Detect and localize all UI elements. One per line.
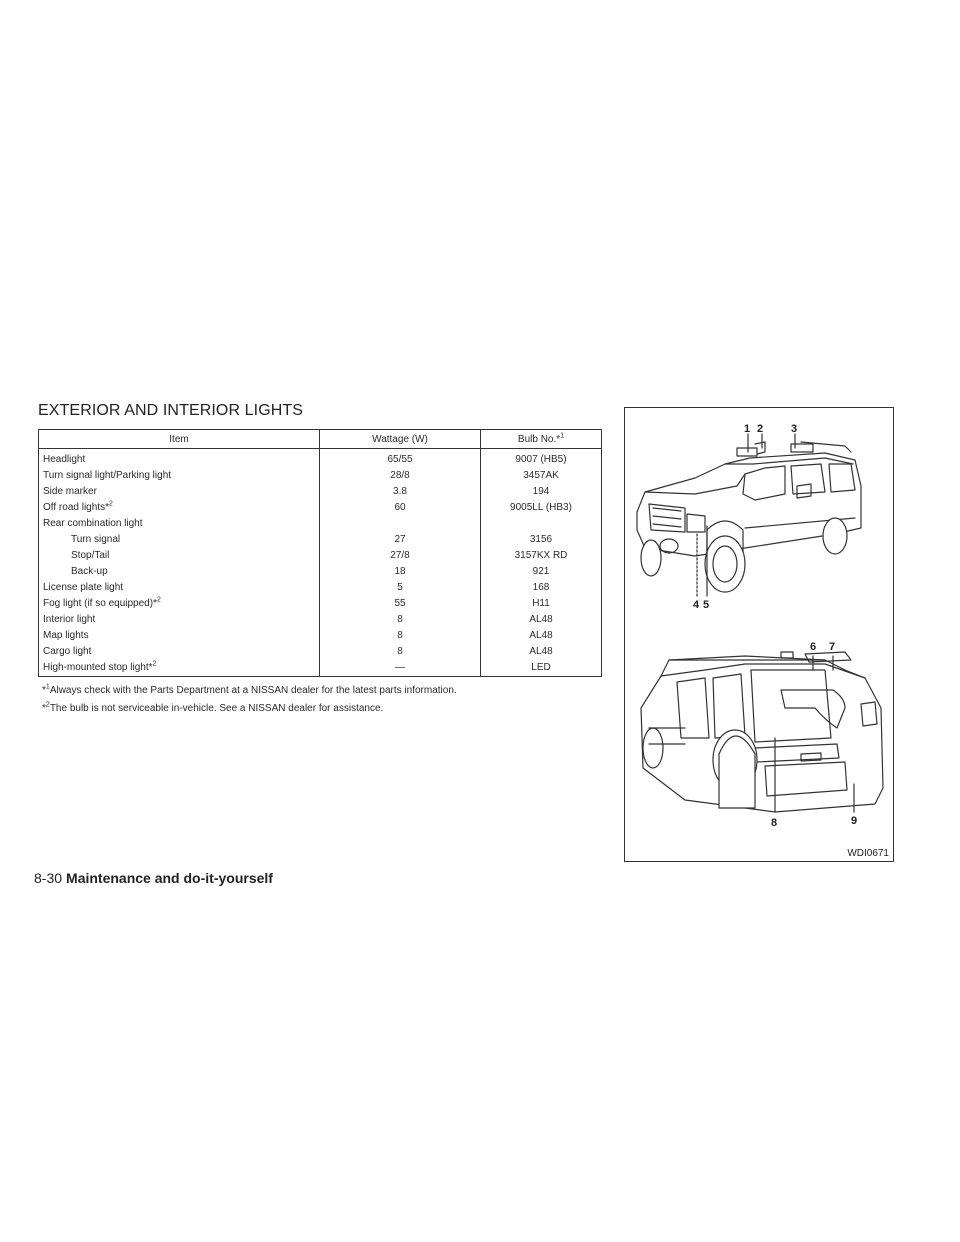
table-row [39, 548, 601, 564]
chapter-title: Maintenance and do-it-yourself [66, 870, 273, 886]
cell-wattage: 18 [320, 564, 481, 580]
rear-callout-leaders [775, 656, 854, 812]
bulb-spec-table [38, 429, 602, 677]
cell-item: Headlight [39, 449, 320, 469]
table-row [39, 532, 601, 548]
cell-bulb: 194 [532, 486, 550, 497]
page-footer [34, 870, 273, 886]
cell-item: Turn signal light/Parking light [39, 468, 320, 484]
section-title: EXTERIOR AND INTERIOR LIGHTS [38, 402, 304, 419]
cell-wattage: 8 [320, 628, 481, 644]
cell-wattage: 55 [320, 596, 481, 612]
callout-3: 3 [791, 423, 798, 435]
page-number: 8-30 [34, 870, 63, 886]
table-row [39, 612, 601, 628]
vehicle-illustration [625, 408, 895, 863]
cell-item: Cargo light [39, 644, 320, 660]
table-header-row [39, 430, 601, 449]
cell-bulb: 3156 [529, 534, 553, 545]
cell-item: Stop/Tail [39, 548, 320, 564]
table-row [39, 564, 601, 580]
callout-5: 5 [703, 599, 710, 611]
front-vehicle-drawing [637, 442, 861, 592]
table-row [39, 484, 601, 500]
cell-item: Back-up [39, 564, 320, 580]
cell-item: Map lights [39, 628, 320, 644]
cell-wattage: — [320, 660, 481, 676]
footnote-1: *$^1$Always check with the Parts Department at a NISSAN dealer for the latest parts information. [42, 683, 457, 696]
header-bulb: Bulb No.*$^1$ [481, 430, 602, 449]
rear-vehicle-drawing [641, 652, 883, 812]
cell-item: Rear combination light [39, 516, 320, 532]
callout-7: 7 [829, 641, 836, 653]
cell-wattage: 60 [320, 500, 481, 516]
cell-bulb [481, 516, 602, 532]
table-row [39, 449, 601, 469]
callout-4: 4 [693, 599, 700, 611]
table-row [39, 468, 601, 484]
cell-wattage: 8 [320, 612, 481, 628]
cell-wattage: 27/8 [320, 548, 481, 564]
cell-wattage: 3.8 [320, 484, 481, 500]
cell-item: Interior light [39, 612, 320, 628]
cell-item: License plate light [39, 580, 320, 596]
cell-bulb: 921 [532, 566, 550, 577]
header-item: Item [39, 430, 320, 449]
cell-wattage: 8 [320, 644, 481, 660]
vehicle-light-locations-figure [624, 407, 894, 862]
cell-item: Side marker [39, 484, 320, 500]
table-row [39, 500, 601, 516]
table-row [39, 660, 601, 676]
cell-wattage: 27 [320, 532, 481, 548]
callout-2: 2 [757, 423, 764, 435]
cell-wattage: 28/8 [320, 468, 481, 484]
cell-bulb: AL48 [529, 614, 553, 625]
cell-bulb: AL48 [529, 630, 553, 641]
footnote-2: *$^2$The bulb is not serviceable in-vehicle. See a NISSAN dealer for assistance. [42, 701, 384, 714]
header-wattage: Wattage (W) [320, 430, 481, 449]
cell-item: High-mounted stop light*$^2$ [39, 660, 320, 676]
table-row [39, 516, 601, 532]
table-row [39, 580, 601, 596]
callout-9: 9 [851, 815, 858, 827]
table-row [39, 644, 601, 660]
callout-1: 1 [744, 423, 751, 435]
cell-item: Turn signal [39, 532, 320, 548]
cell-wattage [320, 516, 481, 532]
cell-wattage: 5 [320, 580, 481, 596]
cell-bulb: H11 [532, 598, 550, 609]
cell-bulb: 168 [532, 582, 550, 593]
cell-item: Off road lights*$^2$ [39, 500, 320, 516]
figure-code: WDI0671 [847, 848, 889, 859]
callout-8: 8 [771, 817, 778, 829]
cell-bulb: AL48 [529, 646, 553, 657]
table-row [39, 596, 601, 612]
cell-bulb: 9007 (HB5) [515, 454, 567, 465]
callout-6: 6 [810, 641, 817, 653]
cell-item: Fog light (if so equipped)*$^2$ [39, 596, 320, 612]
cell-bulb: 3157KX RD [514, 550, 568, 561]
cell-bulb: 3457AK [523, 470, 559, 481]
cell-bulb: LED [531, 662, 551, 673]
table-row [39, 628, 601, 644]
cell-bulb: 9005LL (HB3) [510, 502, 572, 513]
cell-wattage: 65/55 [320, 449, 481, 469]
